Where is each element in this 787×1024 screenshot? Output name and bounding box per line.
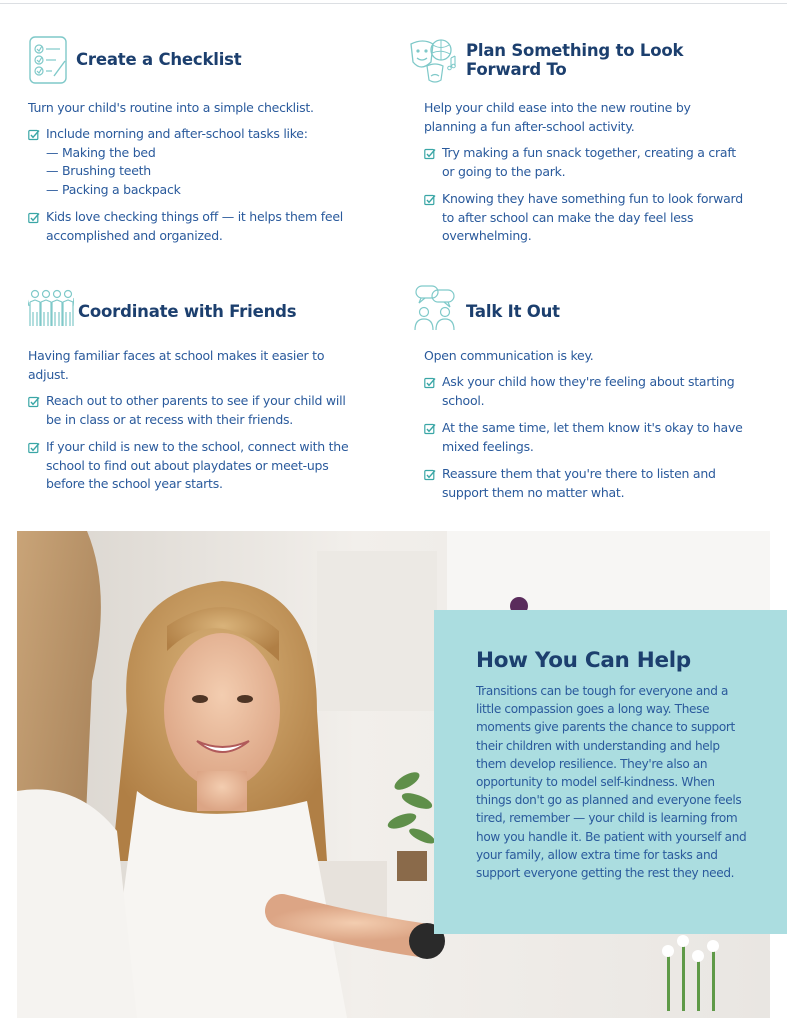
list-item-text: At the same time, let them know it's okay to have mixed feelings.	[442, 420, 743, 454]
plan-items	[424, 144, 749, 246]
list-item-text: Kids love checking things off — it helps them feel accomplished and organized.	[46, 209, 343, 243]
list-item	[424, 190, 749, 246]
section-intro: Turn your child's routine into a simple checklist.	[28, 100, 314, 115]
checkbox-icon	[424, 377, 436, 389]
checkbox-icon	[28, 442, 40, 454]
sub-list	[46, 144, 358, 200]
list-item	[424, 144, 749, 181]
section-title: Coordinate with Friends	[78, 302, 297, 321]
section-talk-it-out	[412, 284, 752, 511]
how-you-can-help-card	[434, 610, 787, 934]
section-coordinate-friends	[28, 288, 358, 503]
section-header	[412, 284, 752, 332]
section-create-checklist	[28, 36, 358, 254]
card-body: Transitions can be tough for everyone and a little compassion goes a long way. These moments give parents the chance to support their children with understanding and help them develop resilience. They're also an opportunity to model self-kindness. When things don't go as planned and everyone feels tired, remember — your child is learning from how you handle it. Be patient with yourself and your family, allow extra time for tasks and support everyone getting the rest they need.	[476, 684, 747, 881]
section-plan-something	[407, 36, 752, 255]
list-item-text: Ask your child how they're feeling about starting school.	[442, 374, 735, 408]
list-item	[28, 438, 358, 494]
section-header	[28, 288, 358, 336]
list-item-text: Try making a fun snack together, creating a craft or going to the park.	[442, 145, 736, 179]
talk-items	[424, 373, 749, 502]
friends-items	[28, 392, 358, 494]
list-item	[28, 125, 358, 199]
checkbox-icon	[28, 129, 40, 141]
checklist-items	[28, 125, 358, 245]
sub-item: — Brushing teeth	[46, 163, 151, 178]
speech-bubbles-people-icon	[412, 284, 458, 332]
list-item-text: Include morning and after-school tasks like:	[46, 126, 308, 141]
theater-masks-icon	[407, 36, 459, 84]
section-title: Create a Checklist	[76, 50, 242, 69]
checkbox-icon	[424, 423, 436, 435]
section-header	[28, 36, 358, 84]
list-item	[28, 208, 358, 245]
checklist-icon	[28, 36, 68, 84]
section-intro: Help your child ease into the new routine by planning a fun after-school activity.	[424, 100, 691, 134]
checkbox-icon	[28, 396, 40, 408]
list-item	[424, 465, 749, 502]
list-item	[28, 392, 358, 429]
section-header	[407, 36, 752, 84]
checkbox-icon	[424, 469, 436, 481]
section-title: Plan Something to Look Forward To	[466, 41, 684, 79]
list-item	[424, 419, 749, 456]
list-item-text: Reach out to other parents to see if your child will be in class or at recess with their friends.	[46, 393, 346, 427]
group-of-friends-icon	[28, 288, 74, 332]
checkbox-icon	[424, 194, 436, 206]
checkbox-icon	[28, 212, 40, 224]
sub-item: — Making the bed	[46, 144, 156, 160]
list-item-text: Reassure them that you're there to listen and support them no matter what.	[442, 466, 716, 500]
list-item-text: If your child is new to the school, connect with the school to find out about playdates or meet-ups before the school year starts.	[46, 439, 349, 491]
list-item-text: Knowing they have something fun to look forward to after school can make the day feel less overwhelming.	[442, 191, 743, 243]
section-intro: Open communication is key.	[424, 348, 594, 363]
section-intro: Having familiar faces at school makes it easier to adjust.	[28, 348, 325, 382]
checkbox-icon	[424, 148, 436, 160]
section-title: Talk It Out	[466, 302, 560, 321]
list-item	[424, 373, 749, 410]
card-title: How You Can Help	[476, 648, 691, 673]
top-divider	[0, 3, 787, 4]
sub-item: — Packing a backpack	[46, 181, 181, 197]
